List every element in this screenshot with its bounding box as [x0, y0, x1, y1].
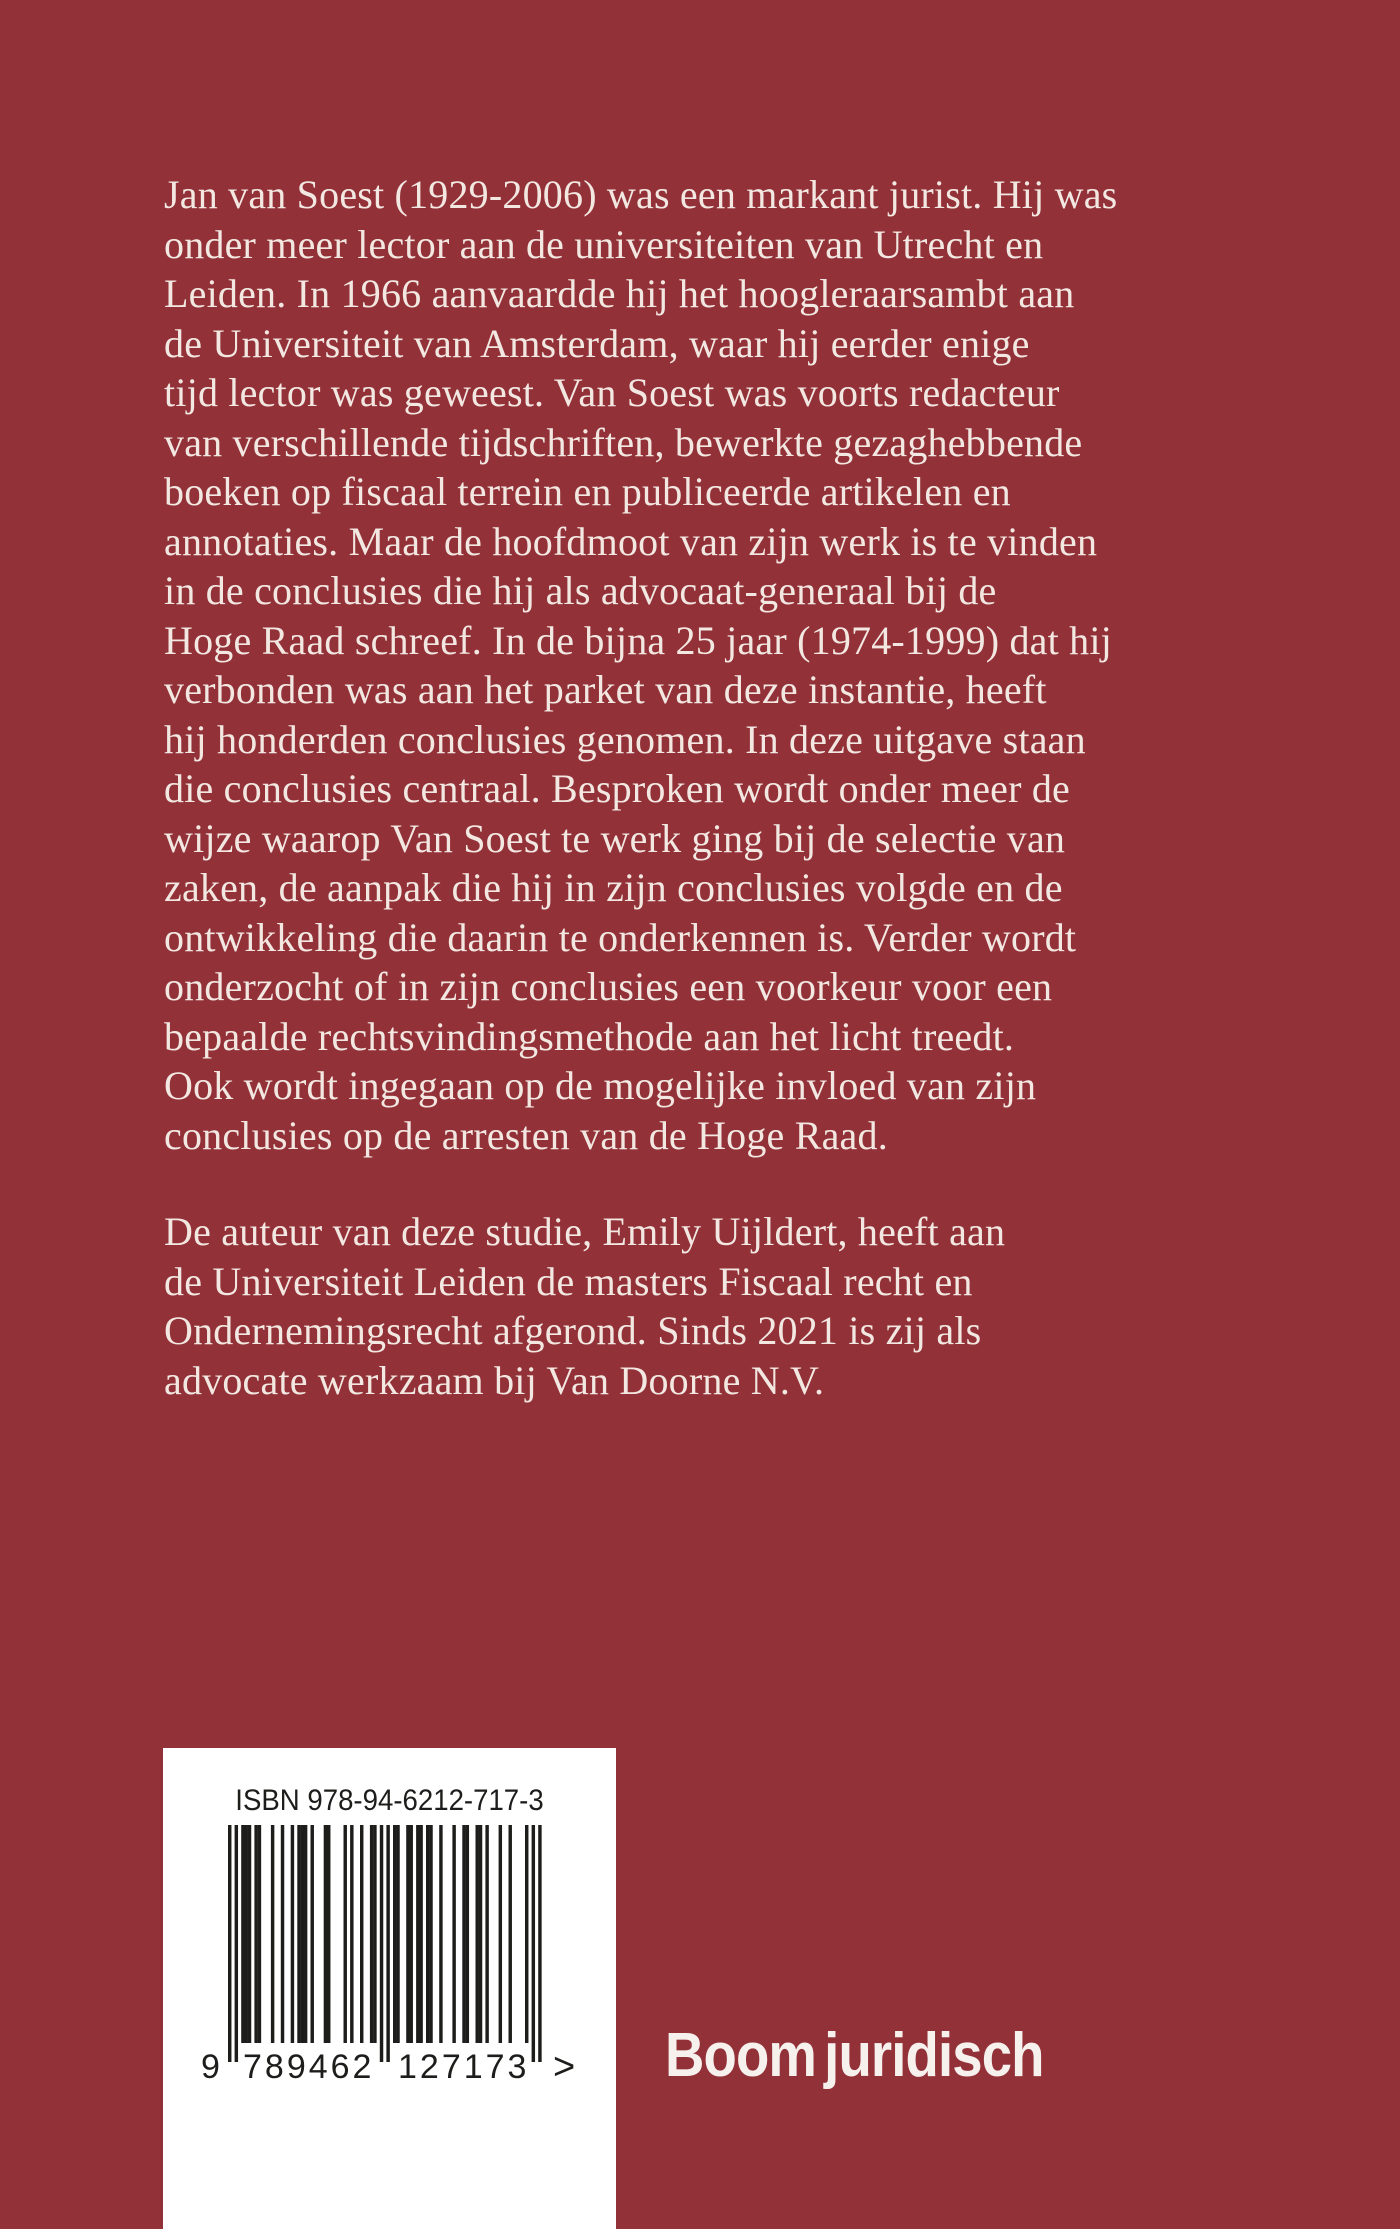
- blurb-line: ontwikkeling die daarin te onderkennen is. Verder wordt: [164, 914, 1077, 960]
- blurb-line: verbonden was aan het parket van deze instantie, heeft: [164, 667, 1047, 712]
- author-note-line: de Universiteit Leiden de masters Fiscaal recht en: [164, 1258, 973, 1304]
- blurb-line: Ook wordt ingegaan op de mogelijke invloed van zijn: [164, 1063, 1037, 1108]
- blurb-line: hij honderden conclusies genomen. In deze uitgave staan: [164, 716, 1086, 762]
- blurb-line: van verschillende tijdschriften, bewerkte gezaghebbende: [164, 419, 1083, 465]
- barcode-digit-group-2: 127173: [398, 2048, 530, 2086]
- blurb-paragraph: [164, 170, 1117, 1160]
- blurb-line: boeken op fiscaal terrein en publiceerde artikelen en: [164, 469, 1011, 514]
- barcode-quiet-zone-symbol: >: [553, 2046, 576, 2088]
- author-note-paragraph: [164, 1207, 1005, 1405]
- isbn-barcode-panel: [163, 1748, 616, 2229]
- blurb-line: wijze waarop Van Soest te werk ging bij de selectie van: [164, 815, 1066, 861]
- blurb-line: de Universiteit van Amsterdam, waar hij eerder enige: [164, 320, 1030, 366]
- blurb-line: in de conclusies die hij als advocaat-generaal bij de: [164, 568, 997, 613]
- ean13-barcode: [228, 1825, 542, 2062]
- blurb-line: tijd lector was geweest. Van Soest was voorts redacteur: [164, 370, 1060, 415]
- blurb-line: bepaalde rechtsvindingsmethode aan het licht treedt.: [164, 1013, 1015, 1059]
- blurb-line: annotaties. Maar de hoofdmoot van zijn werk is te vinden: [164, 518, 1098, 564]
- author-note-line: Ondernemingsrecht afgerond. Sinds 2021 is zij als: [164, 1308, 982, 1353]
- barcode-digit-left: 9: [201, 2048, 220, 2086]
- blurb-line: zaken, de aanpak die hij in zijn conclusies volgde en de: [164, 865, 1063, 910]
- blurb-line: die conclusies centraal. Besproken wordt onder meer de: [164, 766, 1071, 811]
- blurb-line: onder meer lector aan de universiteiten van Utrecht en: [164, 221, 1044, 267]
- blurb-line: onderzocht of in zijn conclusies een voorkeur voor een: [164, 964, 1053, 1009]
- blurb-line: Hoge Raad schreef. In de bijna 25 jaar (1974-1999) dat hij: [164, 617, 1112, 663]
- blurb-line: Jan van Soest (1929-2006) was een markant jurist. Hij was: [164, 172, 1118, 217]
- author-note-line: De auteur van deze studie, Emily Uijldert, heeft aan: [164, 1209, 1006, 1254]
- blurb-line: Leiden. In 1966 aanvaardde hij het hoogleraarsambt aan: [164, 271, 1075, 316]
- barcode-digit-group-1: 789462: [243, 2048, 375, 2086]
- author-note-line: advocate werkzaam bij Van Doorne N.V.: [164, 1357, 825, 1403]
- publisher-logo: Boom juridisch: [665, 2021, 1044, 2090]
- blurb-line: conclusies op de arresten van de Hoge Raad.: [164, 1112, 888, 1158]
- isbn-number-label: ISBN 978-94-6212-717-3: [235, 1784, 544, 1817]
